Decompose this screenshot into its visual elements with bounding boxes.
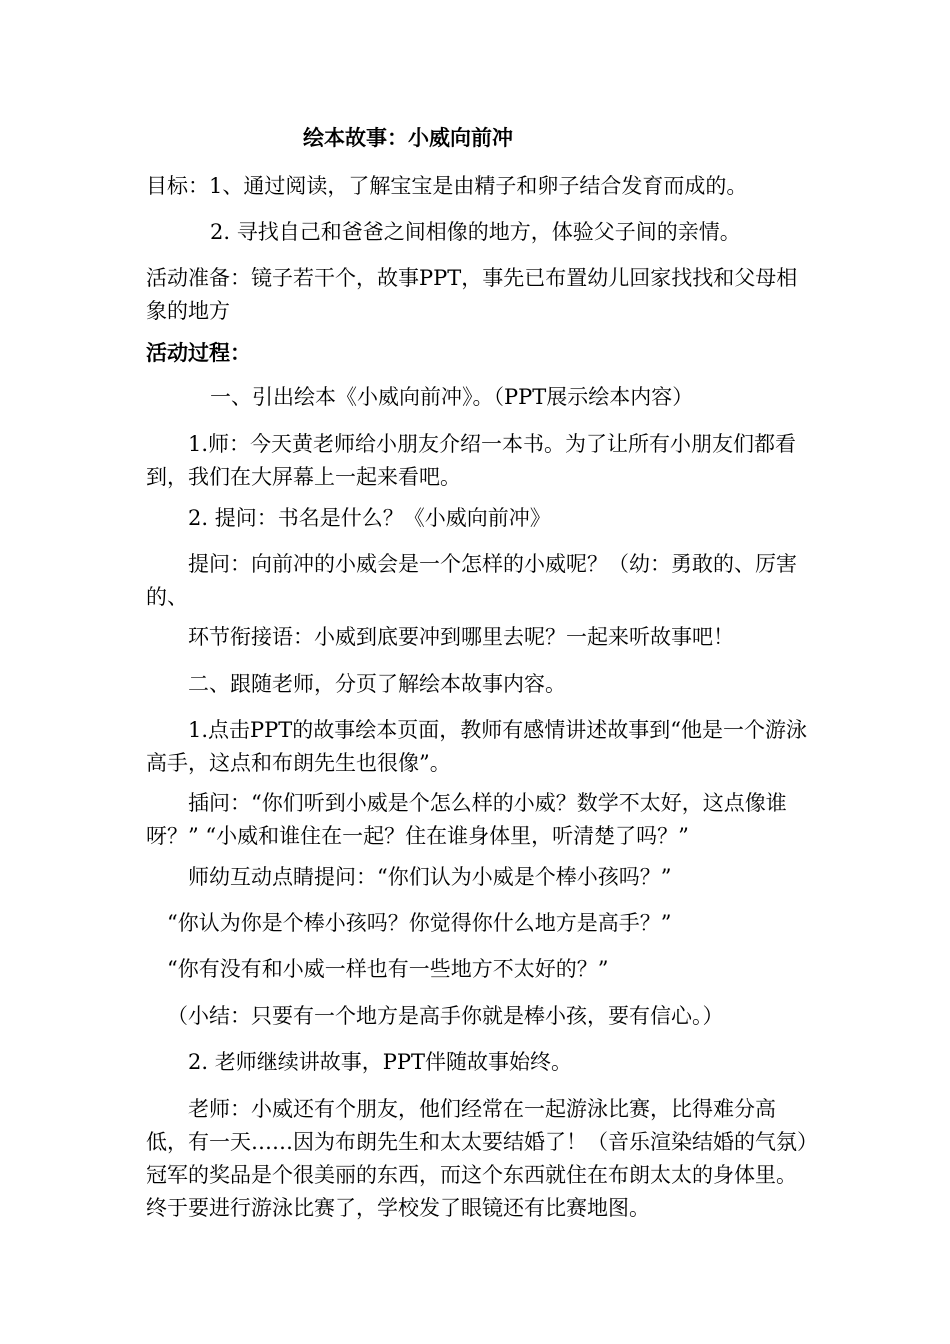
question-xiaowei: 提问：向前冲的小威会是一个怎样的小威呢？（幼：勇敢的、厉害的、 — [146, 552, 797, 609]
step-2-story: 2. 老师继续讲故事，PPT伴随故事始终。 — [188, 1050, 572, 1074]
interjection-question: 插问：“你们听到小威是个怎么样的小威？数学不太好，这点像谁呀？” “小威和谁住在一起？住在谁身体里，听清楚了吗？” — [146, 791, 787, 848]
step-1-story: 1.点击PPT的故事绘本页面，教师有感情讲述故事到“他是一个游泳高手，这点和布朗先生也很像”。 — [146, 718, 808, 775]
activity-process-heading: 活动过程： — [146, 340, 251, 365]
goal-1: 目标：1、通过阅读，了解宝宝是由精子和卵子结合发育而成的。 — [146, 174, 748, 198]
step-1-teacher: 1.师：今天黄老师给小朋友介绍一本书。为了让所有小朋友们都看到，我们在大屏幕上一起来看吧。 — [146, 432, 797, 489]
interaction-question: 师幼互动点睛提问：“你们认为小威是个棒小孩吗？” — [188, 865, 672, 889]
step-2-question: 2. 提问：书名是什么？《小威向前冲》 — [188, 506, 551, 530]
activity-preparation: 活动准备：镜子若干个，故事PPT，事先已布置幼儿回家找找和父母相象的地方 — [146, 266, 798, 323]
question-good-kid: “你认为你是个棒小孩吗？你觉得你什么地方是高手？” — [167, 911, 672, 935]
question-weakness: “你有没有和小威一样也有一些地方不太好的？” — [167, 957, 609, 981]
section-1-heading: 一、引出绘本《小威向前冲》。（PPT展示绘本内容） — [210, 385, 694, 409]
transition-sentence: 环节衔接语：小威到底要冲到哪里去呢？一起来听故事吧！ — [188, 625, 734, 649]
document-title: 绘本故事：小威向前冲 — [303, 125, 513, 150]
summary: （小结：只要有一个地方是高手你就是棒小孩，要有信心。） — [167, 1004, 724, 1028]
section-2-heading: 二、跟随老师，分页了解绘本故事内容。 — [188, 672, 566, 696]
goal-2: 2. 寻找自己和爸爸之间相像的地方，体验父子间的亲情。 — [210, 220, 741, 244]
teacher-story-paragraph: 老师：小威还有个朋友，他们经常在一起游泳比赛，比得难分高低，有一天……因为布朗先生和太太要结婚了！（音乐渲染结婚的气氛）冠军的奖品是个很美丽的东西，而这个东西就住在布朗太太的身体里。终于要进行游泳比赛了，学校发了眼镜还有比赛地图。 — [146, 1097, 808, 1220]
